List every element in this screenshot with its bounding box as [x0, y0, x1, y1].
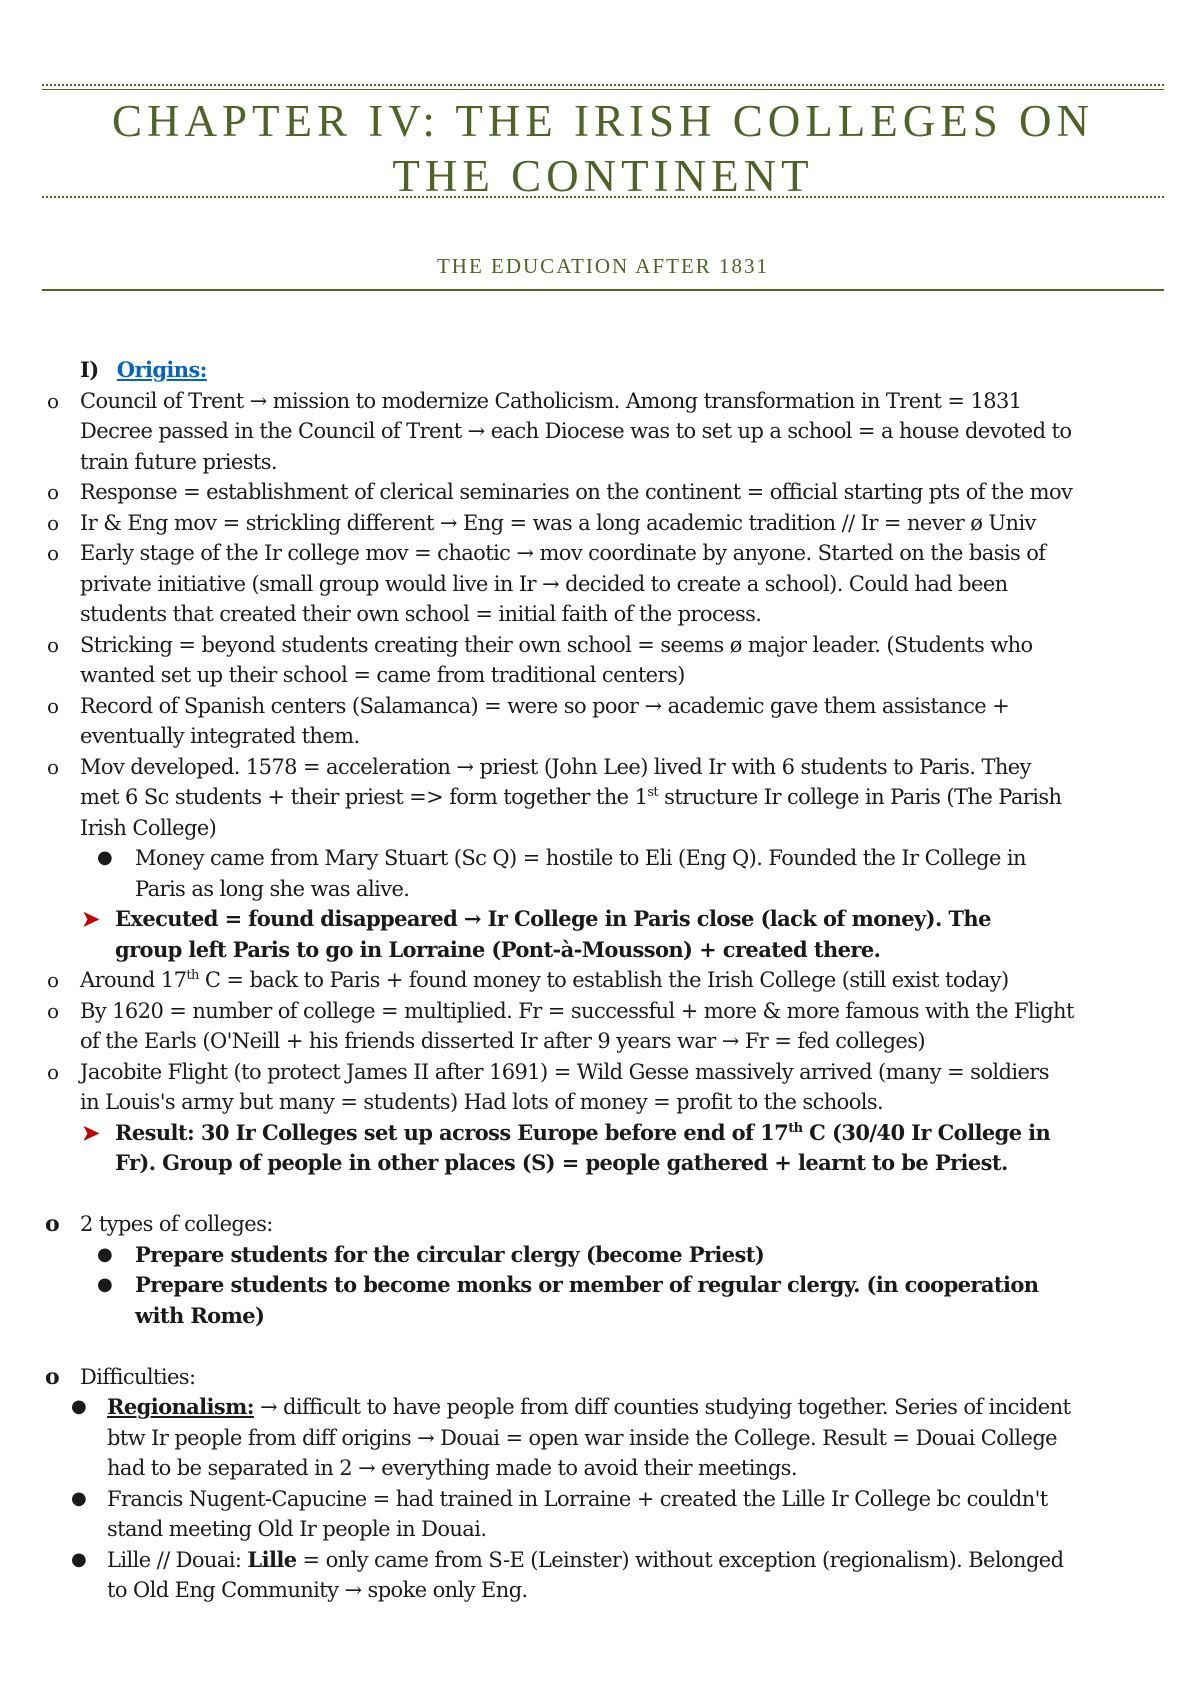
- sub-list-item-text: Prepare students for the circular clergy (become Priest): [135, 1241, 765, 1267]
- circle-bullet-icon: o: [47, 1059, 59, 1084]
- sub-list-item-text: Paris as long she was alive.: [135, 876, 410, 901]
- sub-list-item-text: btw Ir people from diff origins → Douai = open war inside the College. Result = Douai College: [107, 1425, 1057, 1450]
- list-item-text: Difficulties:: [80, 1364, 196, 1389]
- sub-list-item: [0, 1240, 1200, 1271]
- sub-list-item-text: stand meeting Old Ir people in Douai.: [107, 1517, 487, 1541]
- list-item-text: wanted set up their school = came from traditional centers): [80, 663, 685, 687]
- sub-list-item: [0, 843, 1200, 874]
- list-item: [0, 965, 1200, 996]
- circle-bullet-icon: o: [47, 998, 59, 1023]
- sub-list-item-text: Money came from Mary Stuart (Sc Q) = hostile to Eli (Eng Q). Founded the Ir College in: [135, 846, 1026, 870]
- list-item-text: Decree passed in the Council of Trent → each Diocese was to set up a school = a house devoted to: [80, 419, 1072, 443]
- list-item-text: of the Earls (O'Neill + his friends disserted Ir after 9 years war → Fr = fed colleges): [80, 1029, 926, 1053]
- sub-list-item: [0, 1484, 1200, 1515]
- circle-bullet-icon: o: [47, 480, 59, 504]
- list-item-text: Mov developed. 1578 = acceleration → priest (John Lee) lived Ir with 6 students to Paris. They: [80, 754, 1031, 779]
- list-item-text: Stricking = beyond students creating their own school = seems ø major leader. (Students who: [80, 632, 1033, 657]
- list-item-text: Irish College): [80, 815, 217, 840]
- list-item: [0, 691, 1200, 722]
- chapter-title-line-2: THE CONTINENT: [392, 151, 814, 201]
- list-item: [0, 1209, 1200, 1240]
- bullet-icon: ●: [71, 1548, 87, 1570]
- list-item: [0, 630, 1200, 661]
- list-item: [0, 386, 1200, 417]
- list-item-text: Early stage of the Ir college mov = chaotic → mov coordinate by anyone. Started on the basis of: [80, 541, 1046, 565]
- bullet-icon: ●: [97, 847, 113, 868]
- list-item-text: Around 17th C = back to Paris + found money to establish the Irish College (still exist today): [80, 968, 1009, 992]
- chapter-title-line-1: CHAPTER IV: THE IRISH COLLEGES ON: [111, 96, 1095, 146]
- list-item-text: By 1620 = number of college = multiplied. Fr = successful + more & more famous with the Flight: [80, 998, 1074, 1023]
- list-item-text: Response = establishment of clerical seminaries on the continent = official starting pts of the mov: [80, 480, 1073, 504]
- bullet-icon: ●: [71, 1487, 87, 1509]
- list-item: [0, 538, 1200, 569]
- result-text: Fr). Group of people in other places (S) = people gathered + learnt to be Priest.: [115, 1150, 1008, 1175]
- list-item-text: Council of Trent → mission to modernize Catholicism. Among transformation in Trent = 1831: [80, 388, 1022, 413]
- circle-bullet-icon: o: [47, 510, 59, 535]
- circle-bullet-icon: o: [47, 541, 59, 565]
- list-item-text: met 6 Sc students + their priest => form together the 1st structure Ir college in Paris (The Parish: [80, 785, 1062, 809]
- list-item-text: train future priests.: [80, 449, 278, 474]
- section-heading: [0, 355, 1200, 386]
- spacer: [0, 1179, 1200, 1210]
- bullet-icon: ●: [97, 1274, 113, 1295]
- list-item: [0, 477, 1200, 508]
- list-item-text: eventually integrated them.: [80, 724, 360, 748]
- sub-list-item: [0, 1392, 1200, 1423]
- circle-bullet-icon: o: [47, 388, 59, 413]
- list-item-text: students that created their own school = initial faith of the process.: [80, 602, 762, 626]
- circle-bullet-icon: o: [47, 968, 59, 992]
- list-item-text: private initiative (small group would live in Ir → decided to create a school). Could had been: [80, 571, 1008, 596]
- circle-bullet-icon: o: [47, 632, 59, 657]
- result-text: Result: 30 Ir Colleges set up across Europe before end of 17th C (30/40 Ir College in: [115, 1119, 1051, 1145]
- list-item: [0, 752, 1200, 783]
- sub-list-item: [0, 1270, 1200, 1301]
- list-item-text: Ir & Eng mov = strickling different → Eng = was a long academic tradition // Ir = never ø Univ: [80, 510, 1036, 535]
- result-text: Executed = found disappeared → Ir College in Paris close (lack of money). The: [115, 906, 991, 931]
- circle-bullet-icon: o: [45, 1363, 60, 1390]
- chapter-title: [42, 94, 1164, 204]
- list-item-text: in Louis's army but many = students) Had lots of money = profit to the schools.: [80, 1090, 884, 1114]
- title-bottom-dotted-rule: [42, 196, 1164, 198]
- notes-body: [0, 355, 1200, 1606]
- bullet-icon: ●: [97, 1243, 113, 1265]
- sub-list-item: [0, 1545, 1200, 1576]
- bullet-icon: ●: [71, 1396, 87, 1417]
- result-text: group left Paris to go in Lorraine (Pont-à-Mousson) + created there.: [115, 936, 881, 962]
- sub-list-item-text: with Rome): [135, 1302, 265, 1328]
- sub-list-item-text: Francis Nugent-Capucine = had trained in Lorraine + created the Lille Ir College bc couldn't: [107, 1486, 1048, 1511]
- result-item: [0, 1118, 1200, 1149]
- circle-bullet-icon: o: [47, 754, 59, 779]
- top-dotted-rule: [42, 84, 1164, 86]
- section-title-origins[interactable]: Origins:: [116, 357, 207, 382]
- circle-bullet-icon: o: [47, 693, 59, 718]
- list-item-text: 2 types of colleges:: [80, 1212, 273, 1236]
- top-thin-rule: [42, 89, 1164, 90]
- result-item: [0, 904, 1200, 935]
- list-item: [0, 996, 1200, 1027]
- list-item: [0, 508, 1200, 539]
- list-item-text: Jacobite Flight (to protect James II after 1691) = Wild Gesse massively arrived (many = soldiers: [80, 1059, 1049, 1084]
- sub-list-item-text: Regionalism: → difficult to have people from diff counties studying together. Series of incident: [107, 1394, 1071, 1419]
- sub-list-item-text: to Old Eng Community → spoke only Eng.: [107, 1578, 528, 1602]
- sub-list-item-text: Lille // Douai: Lille = only came from S-E (Leinster) without exception (regionalism). Belonged: [107, 1546, 1064, 1572]
- sub-list-item-text: had to be separated in 2 → everything made to avoid their meetings.: [107, 1456, 797, 1480]
- red-arrow-icon: ➤: [82, 906, 99, 931]
- circle-bullet-icon: o: [45, 1211, 60, 1237]
- section-subtitle: THE EDUCATION AFTER 1831: [436, 254, 770, 278]
- subtitle-underline-rule: [42, 289, 1164, 291]
- red-arrow-icon: ➤: [82, 1119, 99, 1145]
- list-item: [0, 1362, 1200, 1393]
- spacer: [0, 1331, 1200, 1362]
- sub-list-item-text: Prepare students to become monks or member of regular clergy. (in cooperation: [135, 1272, 1039, 1297]
- list-item: [0, 1057, 1200, 1088]
- section-number: I): [80, 357, 99, 382]
- list-item-text: Record of Spanish centers (Salamanca) = were so poor → academic gave them assistance +: [80, 693, 1010, 718]
